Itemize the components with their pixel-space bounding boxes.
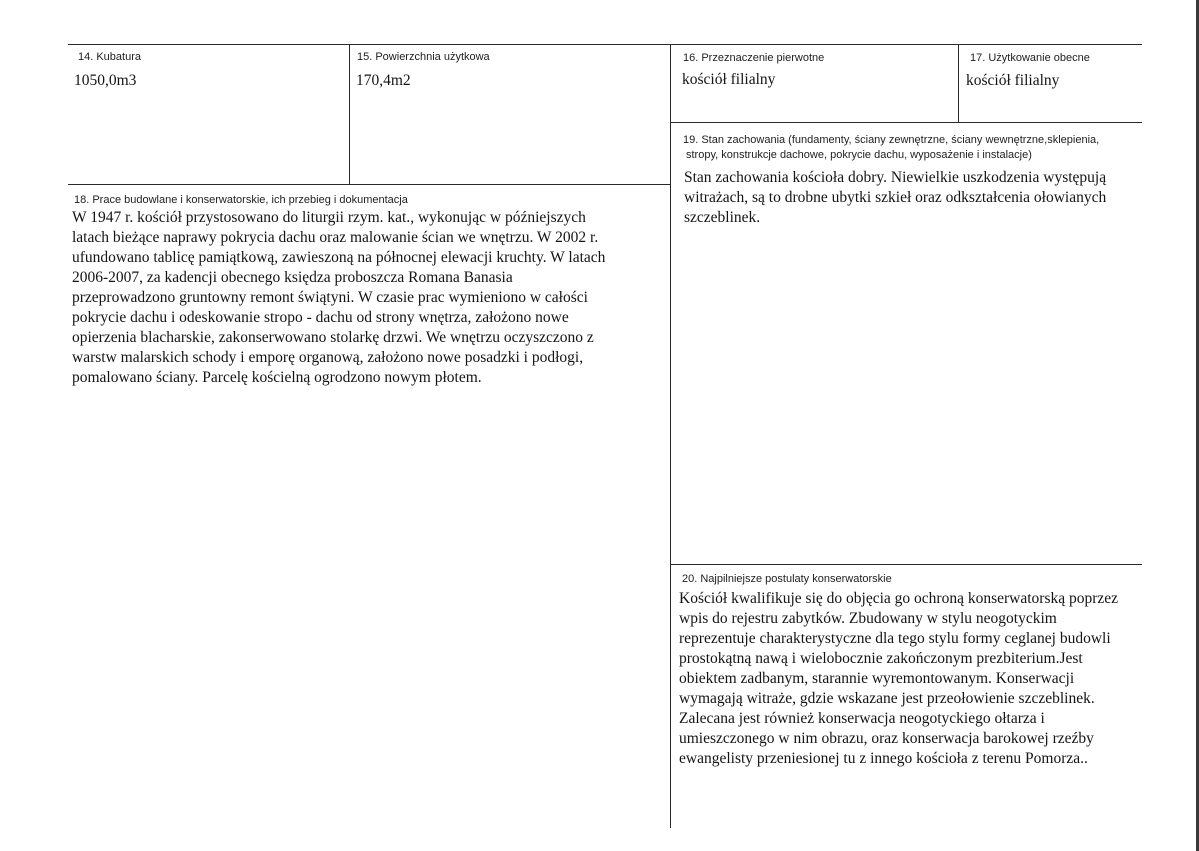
- field-20-text: [679, 589, 1142, 773]
- divider-16-17: [958, 44, 959, 122]
- center-divider: [670, 44, 671, 828]
- field-14-value: 1050,0m3: [74, 72, 137, 89]
- divider-19-20: [670, 564, 1142, 565]
- field-18-line: W 1947 r. kościół przystosowano do liturgii rzym. kat., wykonując w późniejszych: [72, 209, 586, 226]
- field-19-text: [684, 168, 1142, 232]
- field-19-line: Stan zachowania kościoła dobry. Niewielkie uszkodzenia występują: [684, 169, 1107, 186]
- field-19-line: witrażach, są to drobne ubytki szkieł oraz odkształcenia ołowianych: [684, 189, 1107, 206]
- field-20-line: wpis do rejestru zabytków. Zbudowany w stylu neogotyckim: [679, 610, 1057, 627]
- field-18-text: [72, 208, 664, 388]
- field-20-line: reprezentuje charakterystyczne dla tego stylu formy ceglanej budowli: [679, 630, 1111, 647]
- field-17-value: kościół filialny: [966, 72, 1060, 89]
- field-15-value: 170,4m2: [356, 72, 411, 89]
- field-20-line: Zalecana jest również konserwacja neogotyckiego ołtarza i: [679, 710, 1045, 727]
- field-18-line: ufundowano tablicę pamiątkową, zawieszoną na północnej elewacji kruchty. W latach: [72, 249, 606, 266]
- field-16-label: 16. Przeznaczenie pierwotne: [683, 52, 825, 64]
- field-20-line: umieszczonego w nim obrazu, oraz konserwacja barokowej rzeźby: [679, 730, 1094, 747]
- field-19-label-line-1: 19. Stan zachowania (fundamenty, ściany zewnętrzne, ściany wewnętrzne,sklepienia,: [683, 134, 1100, 146]
- field-19-label-line-2: stropy, konstrukcje dachowe, pokrycie dachu, wyposażenie i instalacje): [686, 149, 1032, 161]
- field-17-label: 17. Użytkowanie obecne: [970, 52, 1090, 64]
- field-18-line: 2006-2007, za kadencji obecnego księdza proboszcza Romana Banasia: [72, 269, 513, 286]
- field-16-value: kościół filialny: [682, 71, 776, 88]
- field-20-line: wymagają witraże, gdzie wskazane jest przeołowienie szczeblinek.: [679, 690, 1095, 707]
- field-20-line: Kościół kwalifikuje się do objęcia go ochroną konserwatorską poprzez: [679, 590, 1119, 607]
- field-18-line: opierzenia blacharskie, zakonserwowano stolarkę drzwi. We wnętrzu oczyszczono z: [72, 329, 594, 346]
- field-15-label: 15. Powierzchnia użytkowa: [357, 51, 490, 63]
- field-19-line: szczeblinek.: [684, 209, 761, 226]
- field-18-line: latach bieżące naprawy pokrycia dachu oraz malowanie ścian we wnętrzu. W 2002 r.: [72, 229, 599, 246]
- field-18-line: warstw malarskich schody i emporę organową, założono nowe posadzki i podłogi,: [72, 349, 584, 366]
- field-14-label: 14. Kubatura: [78, 51, 141, 63]
- field-20-line: ewangelisty przeniesionej tu z innego kościoła z terenu Pomorza..: [679, 750, 1088, 767]
- divider-14-18: [68, 184, 670, 185]
- field-20-line: prostokątną nawą i wielobocznie zakończonym prezbiterium.Jest: [679, 650, 1083, 667]
- field-20-line: obiektem zadbanym, starannie wyremontowanym. Konserwacji: [679, 670, 1075, 687]
- field-18-line: pokrycie dachu i odeskowanie stropo - dachu od strony wnętrza, założono nowe: [72, 309, 569, 326]
- divider-16-19: [670, 122, 1142, 123]
- field-20-label: 20. Najpilniejsze postulaty konserwatorskie: [682, 573, 892, 585]
- field-18-line: przeprowadzono gruntowny remont świątyni. W czasie prac wymieniono w całości: [72, 289, 588, 306]
- divider-14-15: [349, 44, 350, 184]
- field-18-label: 18. Prace budowlane i konserwatorskie, ich przebieg i dokumentacja: [74, 194, 408, 206]
- top-border: [68, 44, 1142, 45]
- field-18-line: pomalowano ściany. Parcelę kościelną ogrodzono nowym płotem.: [72, 369, 482, 386]
